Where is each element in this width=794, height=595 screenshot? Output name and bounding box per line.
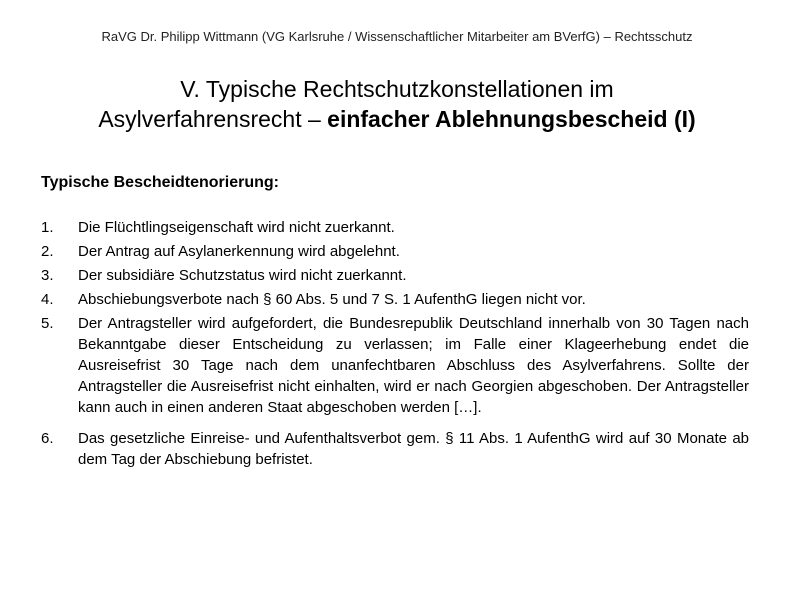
list-item <box>41 428 749 470</box>
list-item <box>41 265 749 286</box>
section-subheading: Typische Bescheidtenorierung: <box>41 174 279 191</box>
list-item <box>41 217 749 238</box>
ruling-list <box>41 217 749 473</box>
list-item-text: Das gesetzliche Einreise- und Aufenthaltsverbot gem. § 11 Abs. 1 AufenthG wird auf 30 Monate ab dem Tag der Abschiebung befristet. <box>78 430 749 468</box>
slide-header: RaVG Dr. Philipp Wittmann (VG Karlsruhe / Wissenschaftlicher Mitarbeiter am BVerfG) – Rechtsschutz <box>101 29 693 44</box>
list-item-text: Der Antragsteller wird aufgefordert, die Bundesrepublik Deutschland innerhalb von 30 Tagen nach Bekanntgabe dieser Entscheidung zu verlassen; im Falle einer Klageerhebung endet die Ausreisefrist 30 Tage nach dem unanfechtbaren Abschluss des Asylverfahrens. Sollte der Antragsteller die Ausreisefrist nicht einhalten, wird er nach Georgien abgeschoben. Der Antragsteller kann auch in einen anderen Staat abgeschoben werden […]. <box>78 315 749 416</box>
list-item-number: 2. <box>41 243 54 260</box>
list-item-number: 5. <box>41 315 54 332</box>
list-item <box>41 241 749 262</box>
list-item-number: 3. <box>41 267 54 284</box>
list-item-text: Der Antrag auf Asylanerkennung wird abgelehnt. <box>78 243 400 260</box>
title-line-2 <box>20 104 774 134</box>
list-item <box>41 289 749 310</box>
list-item-number: 1. <box>41 219 54 236</box>
list-item <box>41 313 749 418</box>
list-item-number: 4. <box>41 291 54 308</box>
title-line-2-normal: Asylverfahrensrecht – <box>98 106 328 132</box>
list-item-text: Abschiebungsverbote nach § 60 Abs. 5 und 7 S. 1 AufenthG liegen nicht vor. <box>78 291 586 308</box>
list-item-text: Der subsidiäre Schutzstatus wird nicht zuerkannt. <box>78 267 407 284</box>
title-line-1: V. Typische Rechtschutzkonstellationen im <box>180 76 614 102</box>
list-item-text: Die Flüchtlingseigenschaft wird nicht zuerkannt. <box>78 219 395 236</box>
title-line-2-bold: einfacher Ablehnungsbescheid (I) <box>327 106 696 132</box>
slide-title <box>20 74 774 134</box>
list-item-number: 6. <box>41 430 54 447</box>
